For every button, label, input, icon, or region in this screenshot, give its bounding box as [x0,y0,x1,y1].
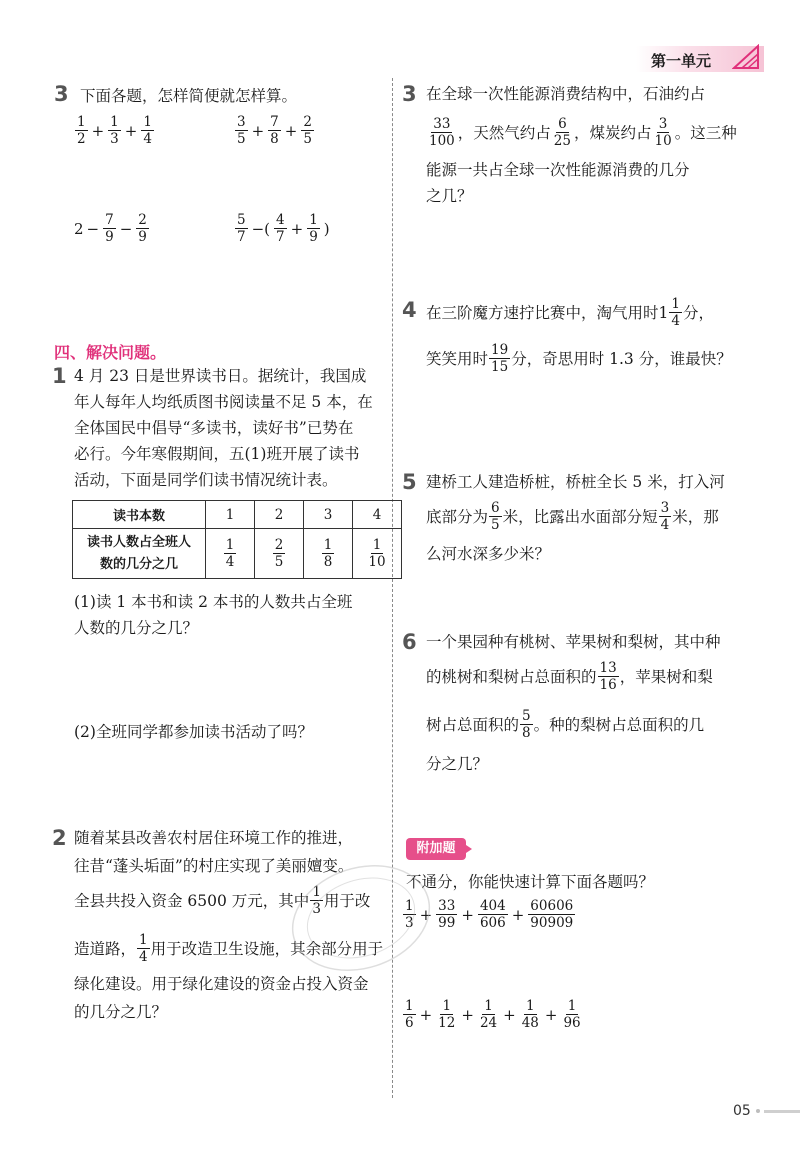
table-cell: 2 [255,501,304,529]
question-text-line: $\frac{33}{100}$ ，天然气约占 $\frac{6}{25}$ ，煤炭约占 $\frac{3}{10}$ 。这三种 [429,116,737,149]
fraction: $\frac{7}{9}$ [105,212,114,245]
question-text-line: 的几分之几？ [74,1003,168,1021]
question-number: 3 [54,82,69,106]
question-text-line: 的桃树和梨树占总面积的 $\frac{13}{16}$ ，苹果树和梨 [426,660,713,693]
fraction: $\frac{19}{15}$ [491,342,509,375]
question-text-line: 一个果园种有桃树、苹果树和梨树，其中种 [426,633,721,651]
question-number: 3 [402,82,417,106]
fraction: $\frac{1}{3}$ [110,114,119,147]
reading-stats-table [72,500,402,579]
bonus-expression: $\frac{1}{6}$ + $\frac{1}{12}$ + $\frac{1}{24}$ + $\frac{1}{48}$ + $\frac{1}{96}$ [405,998,581,1031]
fraction: $\frac{1}{10}$ [368,537,386,570]
page-number: 05 [733,1103,751,1119]
ruler-triangle-icon [732,44,762,70]
bonus-expression: $\frac{1}{3}$ + $\frac{33}{99}$ + $\frac{404}{606}$ + $\frac{60606}{90909}$ [405,898,574,931]
question-text-line: 能源一共占全球一次性能源消费的几分 [426,161,690,179]
sub-question: (1)读 1 本书和读 2 本书的人数共占全班 [74,593,353,611]
question-text-line: 之几？ [426,187,473,205]
question-number: 5 [402,470,417,494]
fraction: $\frac{60606}{90909}$ [530,898,574,931]
fraction: $\frac{2}{9}$ [138,212,147,245]
question-text-line: 底部分为 $\frac{6}{5}$ 米，比露出水面部分短 $\frac{3}{4}$ 米，那 [426,500,719,533]
expression: $\frac{5}{7}$ −( $\frac{4}{7}$ + $\frac{1}{9}$ ) [237,212,330,245]
page-number-dot [756,1109,760,1113]
question-number: 6 [402,630,417,654]
sub-question: 人数的几分之几？ [74,619,199,637]
expression: $\frac{3}{5}$ + $\frac{7}{8}$ + $\frac{2}{5}$ [237,114,312,147]
section-title: 四、解决问题。 [54,343,167,362]
column-divider [392,78,393,1098]
fraction: $\frac{6}{5}$ [491,500,500,533]
table-cell: 1 [206,501,255,529]
fraction: $\frac{33}{99}$ [438,898,456,931]
fraction: $\frac{1}{2}$ [77,114,86,147]
question-text-line: 必行。今年寒假期间，五(1)班开展了读书 [74,445,360,463]
fraction: $\frac{404}{606}$ [479,898,506,931]
fraction: $\frac{1}{6}$ [405,998,414,1031]
table-header-cell: 读书人数占全班人 数的几分之几 [73,529,206,579]
question-text-line: 么河水深多少米？ [426,545,551,563]
table-cell: 4 [353,501,402,529]
question-text-line: 全体国民中倡导“多读书，读好书”已势在 [74,419,354,437]
fraction: $\frac{1}{4}$ [139,932,148,965]
fraction: $\frac{2}{5}$ [303,114,312,147]
fraction: $\frac{13}{16}$ [599,660,617,693]
table-header-cell: 读书本数 [73,501,206,529]
question-text-line: 造道路， $\frac{1}{4}$ 用于改造卫生设施，其余部分用于 [74,932,384,965]
question-text-line: 往昔“蓬头垢面”的村庄实现了美丽嬗变。 [74,857,354,875]
table-cell [304,529,353,579]
question-text-line: 建桥工人建造桥桩，桥桩全长 5 米，打入河 [426,473,725,491]
fraction: $\frac{1}{48}$ [521,998,539,1031]
question-text-line: 活动，下面是同学们读书情况统计表。 [74,471,338,489]
bonus-badge: 附加题 [406,838,466,860]
fraction: $\frac{1}{24}$ [479,998,498,1031]
sub-question: (2)全班同学都参加读书活动了吗？ [74,723,313,741]
question-text-line: 笑笑用时 $\frac{19}{15}$ 分，奇思用时 1.3 分，谁最快？ [426,342,732,375]
question-text-line: 在全球一次性能源消费结构中，石油约占 [426,85,706,103]
fraction: $\frac{1}{4}$ [143,114,152,147]
fraction: $\frac{5}{8}$ [522,708,531,741]
question-number: 4 [402,298,417,322]
expression: 2 − $\frac{7}{9}$ − $\frac{2}{9}$ [74,212,147,245]
fraction: $\frac{1}{9}$ [309,212,318,245]
fraction: $\frac{1}{4}$ [671,296,680,329]
question-text-line: 树占总面积的 $\frac{5}{8}$ 。种的梨树占总面积的几 [426,708,705,741]
fraction: $\frac{4}{7}$ [276,212,285,245]
page-number-bar [764,1110,800,1113]
bonus-prompt: 不通分，你能快速计算下面各题吗？ [406,873,655,891]
question-text-line: 随着某县改善农村居住环境工作的推进， [74,829,354,847]
fraction: $\frac{1}{3}$ [312,884,321,917]
fraction: $\frac{3}{10}$ [654,116,672,149]
fraction: $\frac{1}{8}$ [323,537,333,570]
question-text-line: 全县共投入资金 6500 万元，其中 $\frac{1}{3}$ 用于改 [74,884,371,917]
question-number: 1 [52,364,67,388]
fraction: $\frac{2}{5}$ [274,537,284,570]
expression: $\frac{1}{2}$ + $\frac{1}{3}$ + $\frac{1}{4}$ [77,114,152,147]
fraction: $\frac{1}{4}$ [225,537,235,570]
table-cell [206,529,255,579]
question-text-line: 年人每年人均纸质图书阅读量不足 5 本，在 [74,393,373,411]
fraction: $\frac{33}{100}$ [429,116,455,149]
fraction: $\frac{1}{12}$ [438,998,456,1031]
fraction: $\frac{6}{25}$ [553,116,571,149]
question-text-line: 分之几？ [426,755,489,773]
bonus-badge-arrow [466,845,472,853]
table-cell [353,529,402,579]
table-cell: 3 [304,501,353,529]
question-prompt: 下面各题，怎样简便就怎样算。 [80,87,298,105]
table-cell [255,529,304,579]
fraction: $\frac{1}{3}$ [405,898,414,931]
fraction: $\frac{3}{5}$ [237,114,246,147]
question-number: 2 [52,826,67,850]
question-text-line: 在三阶魔方速拧比赛中，淘气用时 1 $\frac{1}{4}$ 分， [426,296,714,329]
fraction: $\frac{7}{8}$ [270,114,279,147]
question-text-line: 绿化建设。用于绿化建设的资金占投入资金 [74,975,369,993]
unit-title: 第一单元 [651,52,712,70]
question-text-line: 4 月 23 日是世界读书日。据统计，我国成 [74,367,367,385]
fraction: $\frac{1}{96}$ [563,998,581,1031]
fraction: $\frac{5}{7}$ [237,212,246,245]
fraction: $\frac{3}{4}$ [660,500,670,533]
